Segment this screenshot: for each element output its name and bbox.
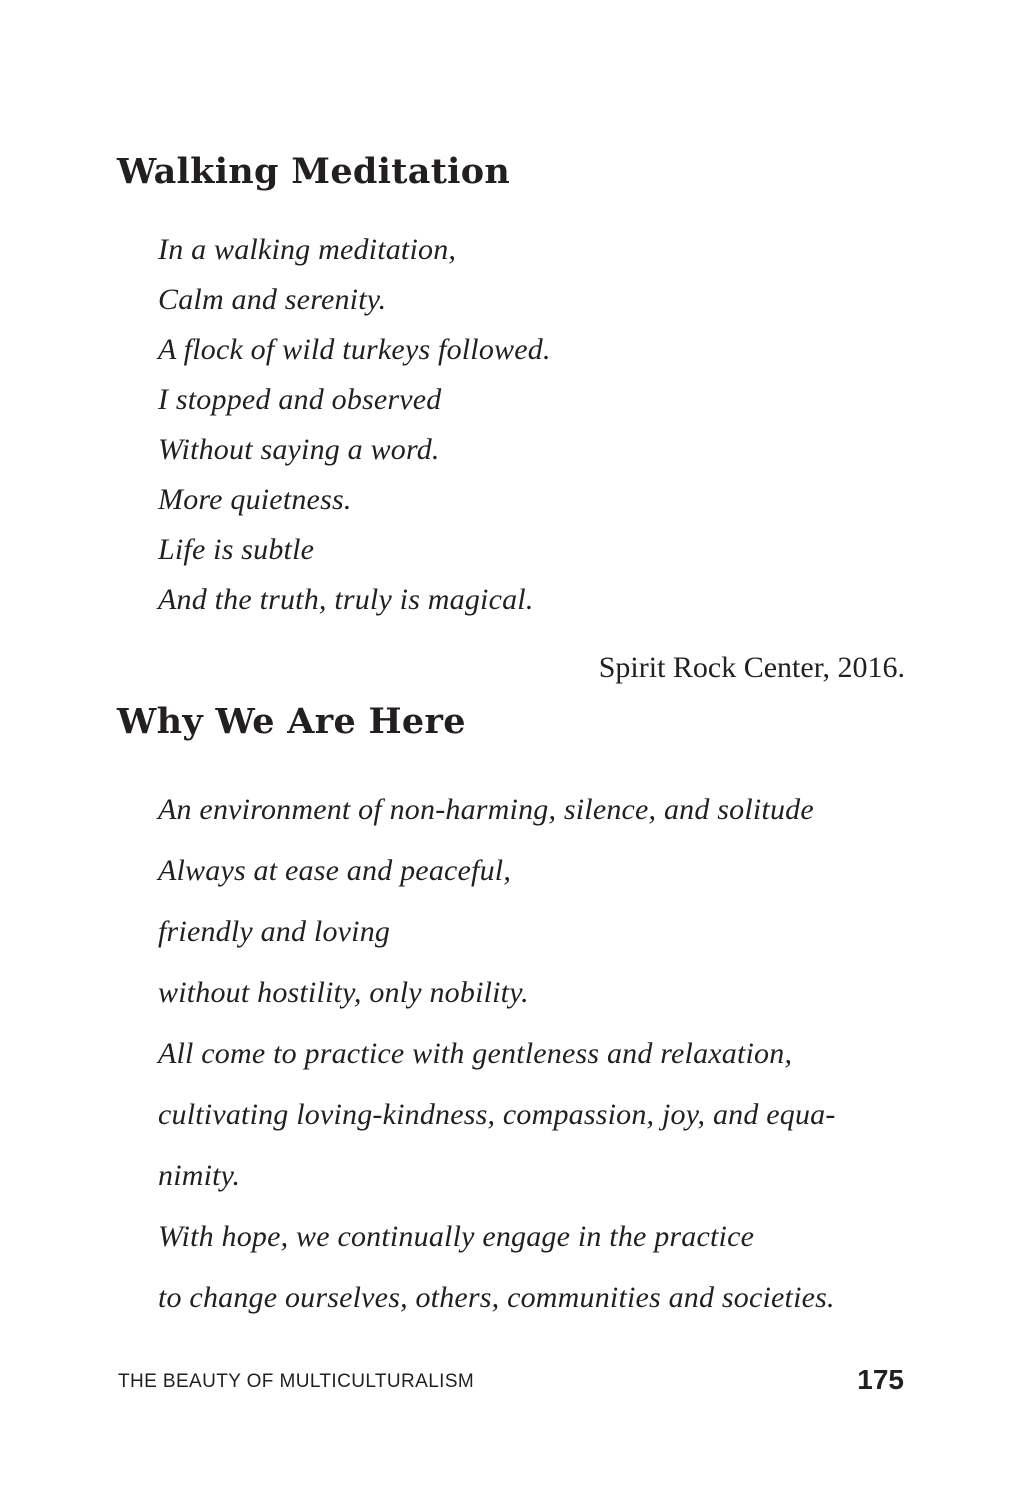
- poem-body: [158, 788, 836, 1337]
- poem-title: Why We Are Here: [117, 701, 466, 742]
- running-footer-title: THE BEAUTY OF MULTICULTURALISM: [118, 1371, 475, 1392]
- poem-line: In a walking meditation,: [158, 233, 457, 266]
- poem-line: With hope, we continually engage in the practice: [158, 1220, 755, 1253]
- poem-line: Always at ease and peaceful,: [158, 854, 512, 887]
- poem-line: cultivating loving-kindness, compassion, joy, and equa-: [158, 1098, 836, 1131]
- poem-line: Without saying a word.: [158, 433, 440, 466]
- poem-line: without hostility, only nobility.: [158, 976, 529, 1009]
- poem-attribution: Spirit Rock Center, 2016.: [598, 651, 905, 684]
- poem-line: All come to practice with gentleness and relaxation,: [158, 1037, 793, 1070]
- poem-line: to change ourselves, others, communities and societies.: [158, 1281, 835, 1314]
- poem-line: friendly and loving: [158, 915, 391, 948]
- poem-line: An environment of non-harming, silence, and solitude: [158, 793, 814, 826]
- poem-body: [158, 230, 551, 630]
- poem-line: And the truth, truly is magical.: [158, 583, 534, 616]
- poem-title: Walking Meditation: [117, 151, 511, 192]
- page-number: 175: [857, 1364, 904, 1395]
- poem-line: A flock of wild turkeys followed.: [158, 333, 551, 366]
- poem-line: Calm and serenity.: [158, 283, 387, 316]
- poem-line: Life is subtle: [158, 533, 315, 566]
- poem-line: More quietness.: [158, 483, 352, 516]
- poem-line: nimity.: [158, 1159, 241, 1192]
- poem-line: I stopped and observed: [158, 383, 442, 416]
